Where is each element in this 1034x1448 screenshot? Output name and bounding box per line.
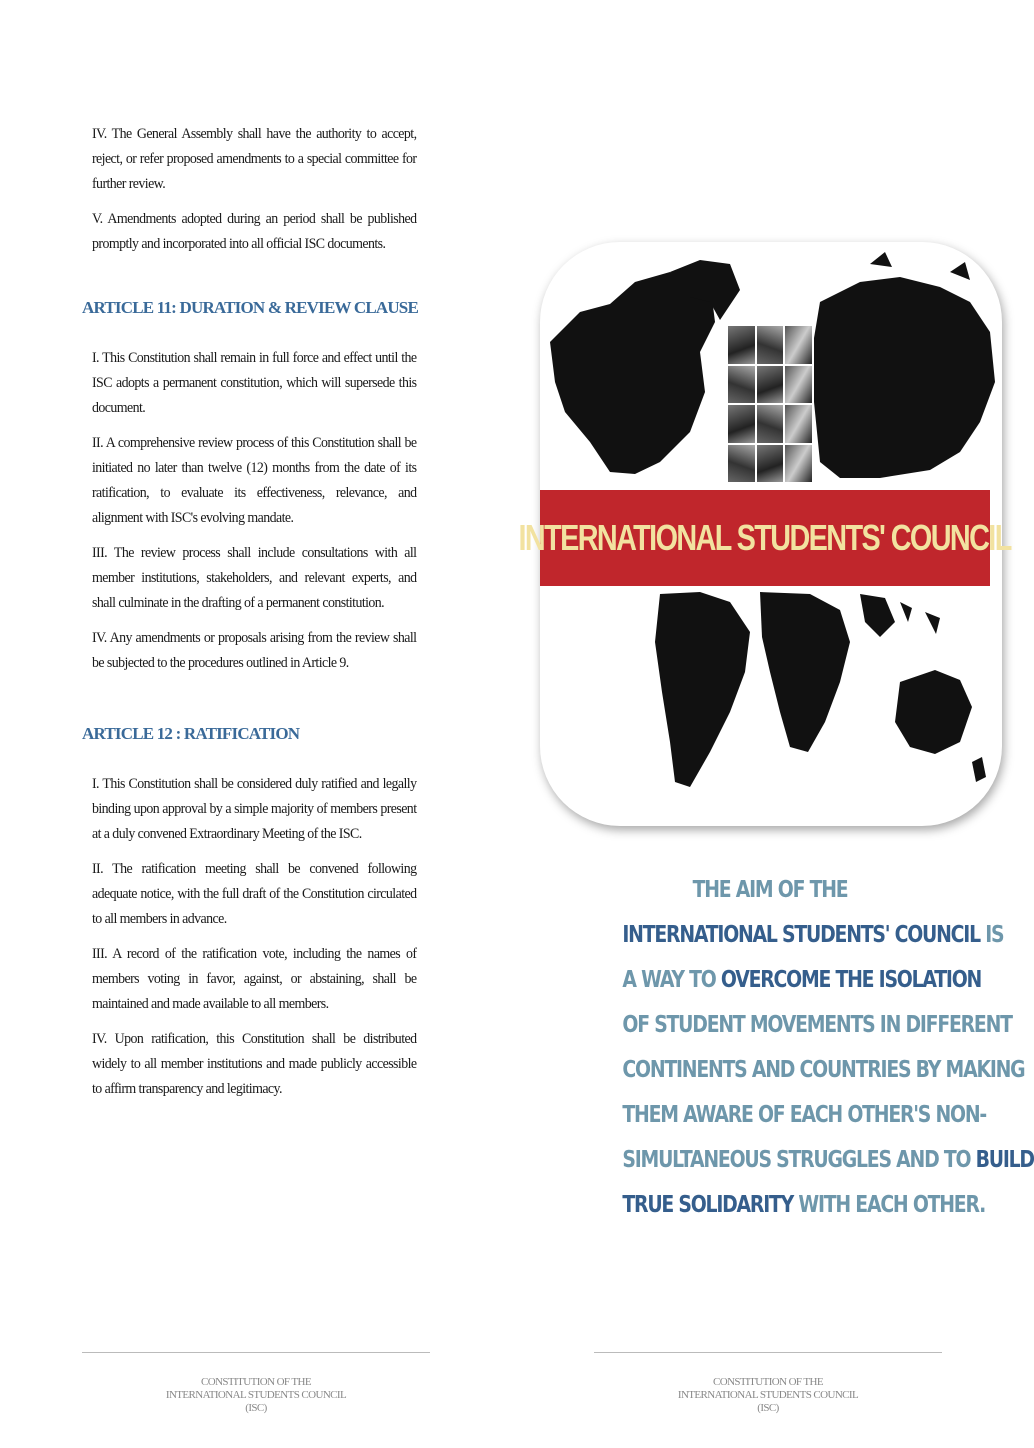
- article-11-heading: ARTICLE 11: DURATION & REVIEW CLAUSE: [82, 298, 419, 317]
- paragraph: II. The ratification meeting shall be convened following adequate notice, with the full draft of the Constitution circulated to all members in advance.: [92, 861, 417, 927]
- aim-text: OF STUDENT MOVEMENTS IN DIFFERENT: [622, 1012, 1012, 1038]
- footer-divider: [82, 1352, 430, 1353]
- isc-logo: [518, 242, 1012, 826]
- aim-text: CONTINENTS AND COUNTRIES BY MAKING: [622, 1057, 1025, 1083]
- footer-divider: [594, 1352, 942, 1353]
- aim-line: [622, 1003, 1012, 1048]
- paragraph: II. A comprehensive review process of this Constitution shall be initiated no later than twelve (12) months from the date of its ratification, to evaluate its effectiveness, relevance, and alignment with ISC's evolving mandate.: [92, 435, 417, 526]
- aim-highlight: TRUE SOLIDARITY: [622, 1192, 794, 1218]
- aim-statement: [590, 868, 1034, 1228]
- aim-highlight: OVERCOME THE ISOLATION: [720, 967, 982, 993]
- paragraph: I. This Constitution shall be considered duly ratified and legally binding upon approval by a simple majority of members present at a duly convened Extraordinary Meeting of the ISC.: [92, 776, 417, 842]
- paragraph: I. This Constitution shall remain in full force and effect until the ISC adopts a permanent constitution, which will supersede this document.: [92, 350, 417, 416]
- article-11-body: [92, 346, 430, 686]
- footer-right: [594, 1376, 942, 1415]
- footer-line-1: CONSTITUTION OF THE: [712, 1376, 823, 1388]
- aim-line: [622, 958, 982, 1003]
- footer-line-1: CONSTITUTION OF THE: [200, 1376, 311, 1388]
- aim-line: [622, 1093, 987, 1138]
- paragraph: III. The review process shall include consultations with all member institutions, stakeholders, and relevant experts, and shall culminate in the drafting of a permanent constitution.: [92, 545, 417, 611]
- aim-line: [622, 913, 1004, 958]
- aim-text: IS: [979, 922, 1004, 948]
- footer-line-2: INTERNATIONAL STUDENTS COUNCIL: [165, 1389, 347, 1401]
- aim-line: [622, 1138, 1034, 1183]
- portrait-collage: [726, 324, 814, 484]
- paragraph: IV. Upon ratification, this Constitution shall be distributed widely to all member institutions and made publicly accessible to affirm transparency and legitimacy.: [92, 1031, 417, 1097]
- footer-line-2: INTERNATIONAL STUDENTS COUNCIL: [677, 1389, 859, 1401]
- aim-text: A WAY TO: [622, 967, 721, 993]
- paragraph: IV. Any amendments or proposals arising from the review shall be subjected to the procedures outlined in Article 9.: [92, 630, 417, 671]
- aim-highlight: BUILD: [975, 1147, 1034, 1173]
- aim-text: THEM AWARE OF EACH OTHER'S NON-: [622, 1102, 987, 1128]
- aim-text: SIMULTANEOUS STRUGGLES AND TO: [622, 1147, 976, 1173]
- footer-line-3: (ISC): [757, 1402, 779, 1414]
- logo-banner-text: INTERNATIONAL STUDENTS' COUNCIL: [518, 517, 1012, 558]
- aim-line: [622, 1048, 1025, 1093]
- aim-line: [622, 1183, 986, 1228]
- paragraph: V. Amendments adopted during an period shall be published promptly and incorporated into all official ISC documents.: [92, 211, 417, 252]
- article-12-body: [92, 772, 430, 1112]
- footer-line-3: (ISC): [245, 1402, 267, 1414]
- intro-section: [92, 122, 430, 267]
- aim-text: WITH EACH OTHER.: [793, 1192, 986, 1218]
- paragraph: IV. The General Assembly shall have the authority to accept, reject, or refer proposed amendments to a special committee for further review.: [92, 126, 417, 192]
- paragraph: III. A record of the ratification vote, including the names of members voting in favor, against, or abstaining, shall be maintained and made available to all members.: [92, 946, 417, 1012]
- footer-left: [82, 1376, 430, 1415]
- aim-highlight: INTERNATIONAL STUDENTS' COUNCIL: [622, 922, 980, 948]
- aim-text: THE AIM OF THE: [692, 877, 848, 903]
- logo-banner: [518, 490, 1012, 586]
- aim-line: [622, 868, 917, 913]
- article-12-heading: ARTICLE 12 : RATIFICATION: [82, 724, 300, 743]
